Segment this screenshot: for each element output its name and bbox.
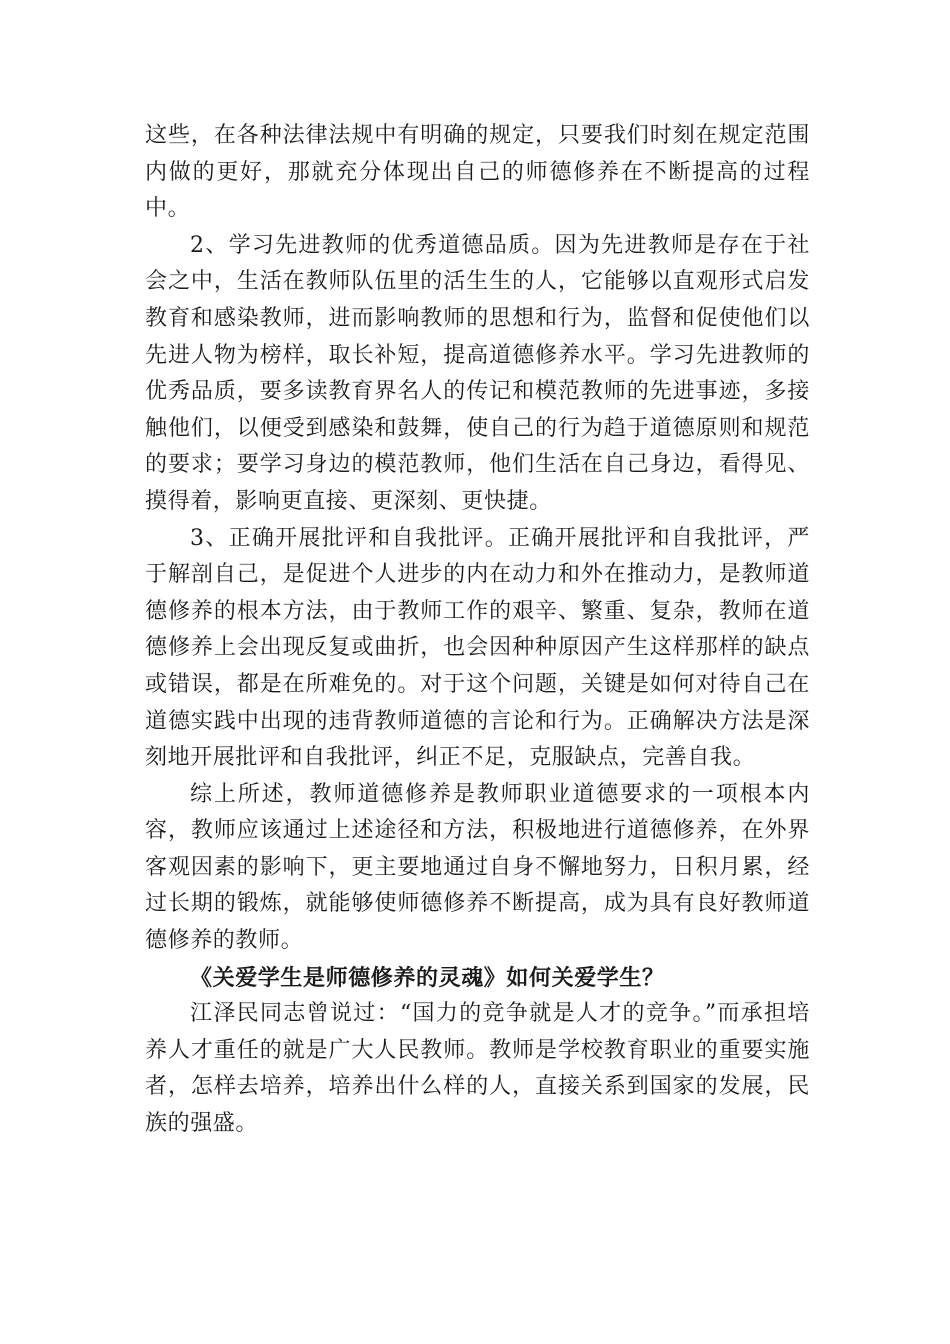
paragraph-intro: 江泽民同志曾说过：“国力的竞争就是人才的竞争。”而承担培养人才重任的就是广大人民教师。教师是学校教育职业的重要实施者，怎样去培养，培养出什么样的人，直接关系到国家的发展，民族的强盛。 [145,1001,810,1137]
paragraph-point-3: 3、正确开展批评和自我批评。正确开展批评和自我批评，严于解剖自己，是促进个人进步的内在动力和外在推动力，是教师道德修养的根本方法，由于教师工作的艰辛、繁重、复杂，教师在道德修养上会出现反复或曲折，也会因种种原因产生这样那样的缺点或错误，都是在所难免的。对于这个问题，关键是如何对待自己在道德实践中出现的违背教师道德的言论和行为。正确解决方法是深刻地开展批评和自我批评，纠正不足，克服缺点，完善自我。 [145,525,810,771]
paragraph-continuation: 这些，在各种法律法规中有明确的规定，只要我们时刻在规定范围内做的更好，那就充分体现出自己的师德修养在不断提高的过程中。 [145,123,810,222]
section-heading: 《关爱学生是师德修养的灵魂》如何关爱学生？ [190,964,665,991]
document-page [145,118,810,1143]
paragraph-point-2: 2、学习先进教师的优秀道德品质。因为先进教师是存在于社会之中，生活在教师队伍里的活生生的人，它能够以直观形式启发教育和感染教师，进而影响教师的思想和行为，监督和促使他们以先进人物为榜样，取长补短，提高道德修养水平。学习先进教师的优秀品质，要多读教育界名人的传记和模范教师的先进事迹，多接触他们，以便受到感染和鼓舞，使自己的行为趋于道德原则和规范的要求；要学习身边的模范教师，他们生活在自己身边，看得见、摸得着，影响更直接、更深刻、更快捷。 [145,232,810,514]
paragraph-summary: 综上所述，教师道德修养是教师职业道德要求的一项根本内容，教师应该通过上述途径和方法，积极地进行道德修养，在外界客观因素的影响下，更主要地通过自身不懈地努力，日积月累，经过长期的锻炼，就能够使师德修养不断提高，成为具有良好教师道德修养的教师。 [145,781,810,954]
